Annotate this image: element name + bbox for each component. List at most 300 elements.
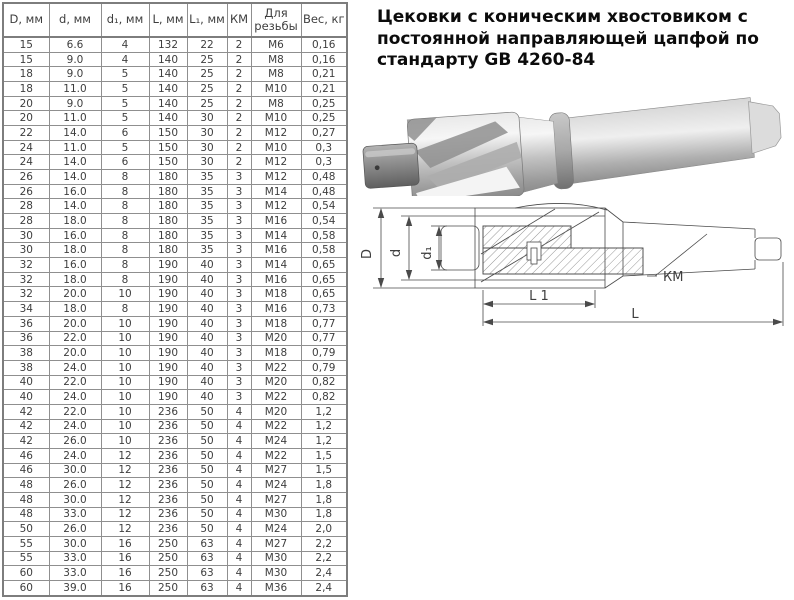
table-cell: 12	[101, 478, 149, 493]
table-cell: 40	[187, 360, 227, 375]
table-cell: М27	[251, 463, 301, 478]
table-row	[3, 551, 347, 566]
table-cell: 25	[187, 96, 227, 111]
table-cell: 20	[3, 111, 49, 126]
table-cell: 3	[227, 390, 251, 405]
table-cell: 2	[227, 96, 251, 111]
table-cell: 24	[3, 155, 49, 170]
table-cell: 236	[149, 478, 187, 493]
table-cell: 180	[149, 243, 187, 258]
table-cell: 2,4	[301, 580, 347, 596]
table-cell: 20.0	[49, 287, 101, 302]
table-cell: 1,5	[301, 448, 347, 463]
table-cell: 46	[3, 463, 49, 478]
table-cell: 4	[227, 404, 251, 419]
table-cell: 250	[149, 580, 187, 596]
table-cell: 25	[187, 67, 227, 82]
table-cell: 0,58	[301, 243, 347, 258]
table-cell: 32	[3, 272, 49, 287]
table-cell: 16.0	[49, 184, 101, 199]
table-cell: 26	[3, 184, 49, 199]
table-cell: 0,21	[301, 67, 347, 82]
table-cell: М24	[251, 434, 301, 449]
table-cell: 55	[3, 536, 49, 551]
table-cell: 3	[227, 287, 251, 302]
dim-label-d: d	[389, 248, 404, 258]
table-row	[3, 67, 347, 82]
table-cell: М12	[251, 155, 301, 170]
table-cell: 50	[187, 434, 227, 449]
table-cell: 5	[101, 111, 149, 126]
dim-label-km: КМ	[663, 270, 684, 285]
table-cell: 3	[227, 331, 251, 346]
table-row	[3, 287, 347, 302]
table-cell: 16	[101, 566, 149, 581]
table-cell: 18	[3, 82, 49, 97]
table-cell: М16	[251, 243, 301, 258]
table-cell: 0,16	[301, 37, 347, 52]
table-cell: М30	[251, 507, 301, 522]
table-cell: 2,0	[301, 522, 347, 537]
table-cell: 35	[187, 170, 227, 185]
table-cell: 4	[227, 419, 251, 434]
table-cell: 50	[187, 507, 227, 522]
table-cell: 50	[187, 419, 227, 434]
table-cell: 30.0	[49, 463, 101, 478]
table-cell: 0,65	[301, 272, 347, 287]
table-row	[3, 507, 347, 522]
table-cell: 6	[101, 126, 149, 141]
table-cell: 3	[227, 243, 251, 258]
table-cell: 12	[101, 507, 149, 522]
table-row	[3, 126, 347, 141]
table-cell: 63	[187, 551, 227, 566]
table-cell: 5	[101, 140, 149, 155]
table-cell: 0,48	[301, 184, 347, 199]
table-cell: 140	[149, 96, 187, 111]
table-cell: 8	[101, 243, 149, 258]
table-cell: 140	[149, 82, 187, 97]
table-cell: 38	[3, 360, 49, 375]
table-cell: 12	[101, 448, 149, 463]
table-cell: 8	[101, 170, 149, 185]
table-cell: 48	[3, 478, 49, 493]
table-cell: 9.0	[49, 96, 101, 111]
table-cell: 8	[101, 272, 149, 287]
table-cell: 0,54	[301, 214, 347, 229]
table-cell: 24	[3, 140, 49, 155]
table-cell: 38	[3, 346, 49, 361]
table-cell: 42	[3, 419, 49, 434]
table-cell: 190	[149, 272, 187, 287]
table-row	[3, 566, 347, 581]
table-row	[3, 111, 347, 126]
table-cell: 26.0	[49, 434, 101, 449]
table-cell: 2	[227, 126, 251, 141]
table-cell: М18	[251, 316, 301, 331]
table-cell: 0,54	[301, 199, 347, 214]
table-cell: 3	[227, 199, 251, 214]
table-cell: 190	[149, 360, 187, 375]
table-cell: 180	[149, 184, 187, 199]
table-cell: 2,2	[301, 536, 347, 551]
table-cell: 11.0	[49, 82, 101, 97]
table-cell: 30.0	[49, 492, 101, 507]
table-cell: 5	[101, 96, 149, 111]
table-row	[3, 419, 347, 434]
table-cell: М12	[251, 199, 301, 214]
column-header: L, мм	[149, 3, 187, 37]
table-cell: М27	[251, 536, 301, 551]
table-row	[3, 52, 347, 67]
table-cell: М18	[251, 346, 301, 361]
table-row	[3, 580, 347, 596]
table-cell: 30.0	[49, 536, 101, 551]
table-cell: 0,82	[301, 390, 347, 405]
table-cell: 4	[227, 507, 251, 522]
table-cell: 50	[187, 478, 227, 493]
table-cell: 1,2	[301, 434, 347, 449]
table-row	[3, 228, 347, 243]
column-header: Вес, кг	[301, 3, 347, 37]
table-cell: 190	[149, 375, 187, 390]
table-cell: 236	[149, 404, 187, 419]
column-header: d₁, мм	[101, 3, 149, 37]
table-cell: 40	[187, 375, 227, 390]
table-cell: 0,65	[301, 287, 347, 302]
table-cell: 3	[227, 316, 251, 331]
table-cell: 2	[227, 67, 251, 82]
dim-label-L1: L 1	[529, 289, 549, 304]
table-cell: 50	[187, 492, 227, 507]
table-cell: 8	[101, 258, 149, 273]
table-cell: 50	[187, 448, 227, 463]
table-cell: 32	[3, 258, 49, 273]
table-cell: 4	[101, 37, 149, 52]
dim-label-d1: d₁	[420, 246, 435, 260]
table-cell: 0,79	[301, 360, 347, 375]
table-cell: 18.0	[49, 272, 101, 287]
table-cell: 236	[149, 507, 187, 522]
table-cell: 0,77	[301, 331, 347, 346]
table-row	[3, 37, 347, 52]
table-cell: 6	[101, 155, 149, 170]
table-cell: М14	[251, 184, 301, 199]
table-cell: 0,77	[301, 316, 347, 331]
table-cell: 24.0	[49, 448, 101, 463]
table-cell: М20	[251, 404, 301, 419]
table-row	[3, 302, 347, 317]
table-cell: М24	[251, 522, 301, 537]
table-cell: 4	[227, 551, 251, 566]
table-cell: 190	[149, 316, 187, 331]
table-cell: 16	[101, 580, 149, 596]
table-cell: 22	[3, 126, 49, 141]
table-cell: 8	[101, 199, 149, 214]
table-cell: 0,3	[301, 155, 347, 170]
table-row	[3, 346, 347, 361]
table-cell: 236	[149, 448, 187, 463]
table-cell: 0,16	[301, 52, 347, 67]
table-cell: 236	[149, 434, 187, 449]
table-cell: 16	[101, 536, 149, 551]
table-row	[3, 360, 347, 375]
table-cell: 16	[101, 551, 149, 566]
table-cell: 3	[227, 184, 251, 199]
table-cell: 1,8	[301, 478, 347, 493]
table-cell: 30	[187, 155, 227, 170]
table-cell: 35	[187, 199, 227, 214]
column-header: D, мм	[3, 3, 49, 37]
table-row	[3, 258, 347, 273]
table-cell: М10	[251, 111, 301, 126]
table-cell: 4	[227, 463, 251, 478]
table-cell: 46	[3, 448, 49, 463]
table-cell: 1,8	[301, 507, 347, 522]
table-cell: 2,2	[301, 551, 347, 566]
table-row	[3, 96, 347, 111]
table-cell: 0,79	[301, 346, 347, 361]
table-row	[3, 434, 347, 449]
table-row	[3, 316, 347, 331]
table-cell: 63	[187, 536, 227, 551]
table-cell: 30	[3, 228, 49, 243]
table-cell: 5	[101, 82, 149, 97]
page-title: Цековки с коническим хвостовиком с постоянной направляющей цапфой по стандарту GB 4260-84	[377, 7, 759, 71]
table-cell: М12	[251, 126, 301, 141]
table-row	[3, 140, 347, 155]
table-cell: 22.0	[49, 375, 101, 390]
table-cell: 1,8	[301, 492, 347, 507]
table-header-row	[3, 3, 347, 37]
table-cell: 40	[187, 390, 227, 405]
table-cell: 36	[3, 316, 49, 331]
table-cell: 2	[227, 82, 251, 97]
table-cell: 30	[187, 111, 227, 126]
table-cell: М30	[251, 566, 301, 581]
table-cell: 180	[149, 170, 187, 185]
table-cell: М14	[251, 228, 301, 243]
column-header: L₁, мм	[187, 3, 227, 37]
table-cell: 63	[187, 580, 227, 596]
table-cell: 35	[187, 214, 227, 229]
table-cell: 24.0	[49, 390, 101, 405]
table-cell: М27	[251, 492, 301, 507]
table-row	[3, 536, 347, 551]
table-cell: 14.0	[49, 199, 101, 214]
table-cell: 9.0	[49, 67, 101, 82]
table-row	[3, 404, 347, 419]
table-cell: 26.0	[49, 522, 101, 537]
table-cell: 3	[227, 228, 251, 243]
table-cell: 14.0	[49, 126, 101, 141]
table-cell: 50	[187, 522, 227, 537]
table-cell: 12	[101, 522, 149, 537]
table-cell: 4	[227, 566, 251, 581]
table-cell: 4	[227, 580, 251, 596]
table-cell: 132	[149, 37, 187, 52]
table-cell: М8	[251, 96, 301, 111]
table-cell: 3	[227, 170, 251, 185]
table-cell: 40	[3, 375, 49, 390]
table-cell: 11.0	[49, 111, 101, 126]
table-cell: 30	[187, 140, 227, 155]
counterbore-drawing	[355, 196, 791, 332]
table-cell: 40	[187, 258, 227, 273]
table-cell: 190	[149, 258, 187, 273]
table-cell: 26	[3, 170, 49, 185]
table-cell: М22	[251, 448, 301, 463]
table-cell: 0,82	[301, 375, 347, 390]
table-cell: 10	[101, 404, 149, 419]
table-cell: 60	[3, 566, 49, 581]
table-cell: 42	[3, 434, 49, 449]
table-cell: 3	[227, 214, 251, 229]
table-cell: 60	[3, 580, 49, 596]
dim-label-L: L	[631, 307, 639, 322]
table-cell: 32	[3, 287, 49, 302]
table-cell: 0,65	[301, 258, 347, 273]
column-header: Для резьбы	[251, 3, 301, 37]
table-row	[3, 522, 347, 537]
table-cell: 22.0	[49, 404, 101, 419]
table-row	[3, 214, 347, 229]
table-cell: М18	[251, 287, 301, 302]
table-cell: 40	[187, 316, 227, 331]
table-cell: 140	[149, 67, 187, 82]
table-cell: М10	[251, 140, 301, 155]
table-cell: 10	[101, 390, 149, 405]
table-cell: 4	[227, 522, 251, 537]
table-cell: М30	[251, 551, 301, 566]
table-cell: 2	[227, 37, 251, 52]
table-cell: 8	[101, 228, 149, 243]
table-row	[3, 375, 347, 390]
table-cell: 3	[227, 272, 251, 287]
table-cell: 30	[187, 126, 227, 141]
table-cell: 40	[187, 331, 227, 346]
table-row	[3, 243, 347, 258]
table-cell: 18.0	[49, 214, 101, 229]
table-cell: 5	[101, 67, 149, 82]
table-cell: 18	[3, 67, 49, 82]
table-cell: 18.0	[49, 302, 101, 317]
table-cell: 10	[101, 434, 149, 449]
table-cell: 48	[3, 507, 49, 522]
table-cell: 190	[149, 346, 187, 361]
table-row	[3, 478, 347, 493]
table-cell: 25	[187, 52, 227, 67]
table-cell: 10	[101, 346, 149, 361]
table-cell: 190	[149, 390, 187, 405]
table-cell: 10	[101, 316, 149, 331]
table-cell: 50	[187, 463, 227, 478]
table-cell: М36	[251, 580, 301, 596]
table-cell: 22	[187, 37, 227, 52]
dim-label-D: D	[360, 248, 375, 260]
table-cell: М24	[251, 478, 301, 493]
table-cell: 20	[3, 96, 49, 111]
table-cell: 28	[3, 214, 49, 229]
column-header: КМ	[227, 3, 251, 37]
table-cell: 3	[227, 302, 251, 317]
table-row	[3, 492, 347, 507]
table-cell: 4	[101, 52, 149, 67]
table-cell: 50	[3, 522, 49, 537]
table-row	[3, 390, 347, 405]
table-cell: 50	[187, 404, 227, 419]
table-cell: М16	[251, 214, 301, 229]
table-row	[3, 184, 347, 199]
table-row	[3, 272, 347, 287]
table-cell: 0,25	[301, 111, 347, 126]
table-cell: 0,48	[301, 170, 347, 185]
table-cell: М20	[251, 331, 301, 346]
table-cell: 1,2	[301, 404, 347, 419]
table-cell: 10	[101, 375, 149, 390]
table-cell: 63	[187, 566, 227, 581]
table-cell: 4	[227, 434, 251, 449]
table-cell: 33.0	[49, 566, 101, 581]
table-cell: 48	[3, 492, 49, 507]
table-cell: 236	[149, 463, 187, 478]
table-cell: 3	[227, 258, 251, 273]
table-row	[3, 463, 347, 478]
table-cell: 20.0	[49, 316, 101, 331]
table-cell: 26.0	[49, 478, 101, 493]
table-cell: 25	[187, 82, 227, 97]
table-cell: 12	[101, 492, 149, 507]
table-cell: 140	[149, 52, 187, 67]
table-cell: 2	[227, 155, 251, 170]
table-cell: 12	[101, 463, 149, 478]
table-cell: М22	[251, 390, 301, 405]
table-cell: 0,3	[301, 140, 347, 155]
table-row	[3, 170, 347, 185]
table-cell: 180	[149, 214, 187, 229]
counterbore-photo-image	[355, 84, 791, 196]
table-cell: 180	[149, 199, 187, 214]
table-cell: 250	[149, 536, 187, 551]
table-row	[3, 331, 347, 346]
table-cell: 1,5	[301, 463, 347, 478]
table-cell: 3	[227, 375, 251, 390]
table-cell: 1,2	[301, 419, 347, 434]
table-cell: 35	[187, 228, 227, 243]
table-cell: 140	[149, 111, 187, 126]
table-cell: 250	[149, 566, 187, 581]
table-row	[3, 199, 347, 214]
table-cell: 16.0	[49, 228, 101, 243]
table-cell: 0,27	[301, 126, 347, 141]
table-cell: 236	[149, 522, 187, 537]
table-cell: 236	[149, 492, 187, 507]
table-cell: 2	[227, 111, 251, 126]
table-cell: 11.0	[49, 140, 101, 155]
table-cell: 36	[3, 331, 49, 346]
table-row	[3, 82, 347, 97]
table-cell: М12	[251, 170, 301, 185]
table-cell: 10	[101, 287, 149, 302]
table-cell: 8	[101, 302, 149, 317]
table-cell: 9.0	[49, 52, 101, 67]
table-cell: 39.0	[49, 580, 101, 596]
table-cell: 2	[227, 140, 251, 155]
table-cell: 40	[187, 346, 227, 361]
table-cell: 42	[3, 404, 49, 419]
table-cell: 4	[227, 478, 251, 493]
table-cell: 33.0	[49, 551, 101, 566]
